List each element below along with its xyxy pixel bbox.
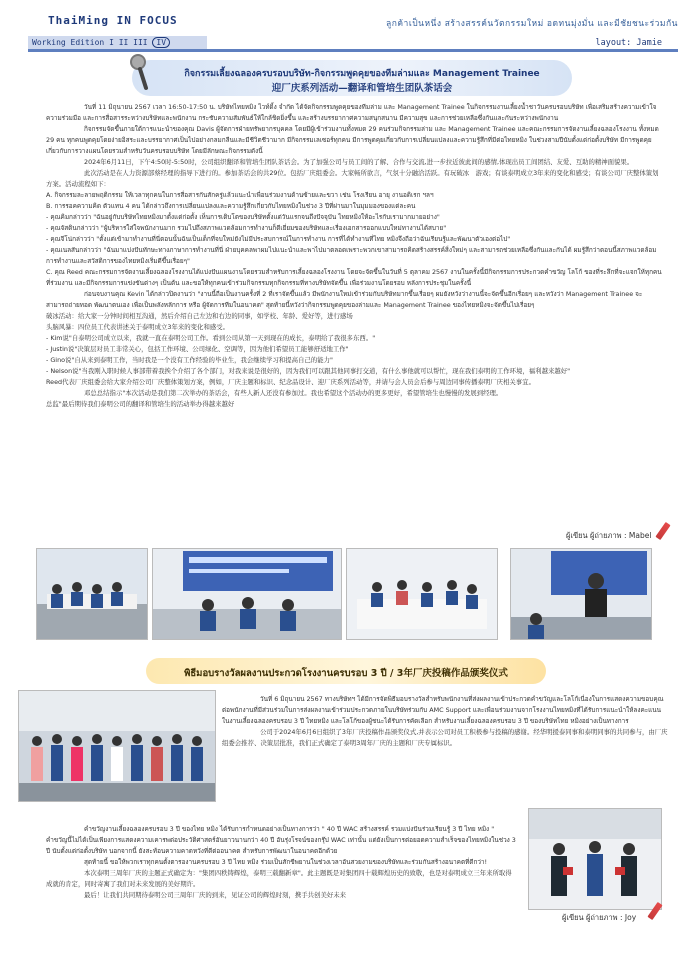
article1-paragraph: 此次活动是在人力资源部蔡经理的指导下进行的。参加茶话会的共29位。包括厂庆组委会。大家畅所欲言，气氛十分融洽活跃。有玩破冰 游戏；有谈泰明成立3年来的变化和感受；有谈公司厂庆整体策划方案。活动流程如下： [46, 169, 659, 188]
article2-title: พิธีมอบรางวัลผลงานประกวดโรงงานครบรอบ 3 ปี / 3年厂庆投稿作品颁奖仪式 [184, 668, 508, 679]
article2-paragraph: สุดท้ายนี้ ขอให้พวกเราทุกคนตั้งตารองานครบรอบ 3 ปี ไทย หมิง ร่วมเป็นสักขีพยานในช่วงเวลาอันสวยงามของบริษัทและร่วมกันสร้างอนาคตที่ดีกว่า! [84, 858, 488, 866]
article1-body [46, 102, 664, 410]
article1-item: C. คุณ Reed คณะกรรมการจัดงานเลี้ยงฉลองโรงงานได้แบ่งปันแผนงานโดยรวมสำหรับการเลี้ยงฉลองโรงงาน โดยจะจัดขึ้นในวันที่ 5 ตุลาคม 2567 งานในครั้งนี้มีกิจกรรมการประกวดคำขวัญ โลโก้ ของที่ระลึกที่จะแจกให้ทุกคนที่ร่วมงาน และมีกิจกรรมการแข่งขันต่างๆ เป็นต้น และขอให้ทุกคนเข้าร่วมกิจกรรมทุกกิจกรรมที่ทางบริษัทจัดขึ้น เพื่อร่วมงานโดยรอบ หลังการประชุมในครั้งนี้ [46, 268, 662, 287]
article2-intro [222, 694, 668, 749]
article1-item: B. การรอคความคิด ตัวแทน 4 คน ได้กล่าวถึงการเปลี่ยนแปลงและความรู้สึกเกี่ยวกับไทยหมิงในช่วง 3 ปีที่ผ่านมาในมุมมองของแต่ละคน [46, 202, 416, 210]
brand-title: ThaiMing IN FOCUS [48, 14, 178, 27]
article1-quote: - Justin说"决策层对员工非常关心，包括工作环境、公司绿化、空调等，因为他们希望员工能够舒适地工作" [46, 345, 349, 353]
photo-group-table [346, 548, 498, 640]
article1-author: ผู้เขียน ผู้ถ่ายภาพ : Mabel [566, 531, 652, 540]
article2-banner [146, 658, 546, 684]
article2-body [46, 824, 516, 901]
microphone-icon [126, 52, 154, 92]
article1-title-th: กิจกรรมเลี้ยงฉลองครบรอบบริษัท-กิจกรรมพูดคุยของทีมล่ามและ Management Trainee [184, 69, 540, 79]
article1-paragraph: Reed代表厂庆组委会给大家介绍公司厂庆整体策划方案，例如，厂庆主题和标识、纪念品设计、迎厂庆系列活动等，并请与会人员会后参与周边同事传播泰明厂庆相关事宜。 [46, 378, 535, 386]
article1-quote: - คุณคิมกล่าวว่า "ฉันอยู่กับบริษัทไทยหมิงมาตั้งแต่ก่อตั้ง เห็นการเติบโตของบริษัทตั้งแต่วันแรกจนถึงปัจจุบัน ไทยหมิงให้อะไรกับเรามากมายอย่าง" [46, 213, 440, 221]
article2-paragraph: คำขวัญงานเลี้ยงฉลองครบรอบ 3 ปี ของไทย หมิง ได้รับการกำหนดอย่างเป็นทางการว่า " 40 ปี WAC สร้างสรรค์ รวมแบ่งปันร่วมเรียนรู้ 3 ปี ไทย หมิง " คำขวัญนี้ไม่ได้เป็นเพียงการแสดงความเคารพต่อประวัติศาสตร์อันยาวนานกว่า 40 ปี อันรุ่งโรจน์ของกรุ๊ป WAC เท่านั้น แต่ยังเป็นการต่อยอดความสำเร็จของไทยหมิงในช่วง 3 ปี นับตั้งแต่ก่อตั้งบริษัท นอกจากนี้ ยังสะท้อนความคาดหวังที่ดีต่ออนาคต สำหรับการพัฒนาในอนาคตอีกด้วย [46, 825, 516, 855]
article2-author: ผู้เขียน ผู้ถ่ายภาพ : Joy [562, 913, 637, 922]
photo-award-recipients [528, 808, 662, 910]
photo-speaker [510, 548, 652, 640]
layout-credit: layout: Jamie [595, 38, 662, 48]
article1-paragraph: 邓总总结指示"本次活动是我们第二次举办的茶话会，有些人新人还没有参加过。我也希望这个活动办的更多更好，希望管培生也慢慢的发展到经理。 [84, 389, 503, 397]
article2-paragraph: 最后！让我们共同期待泰明公司三周年厂庆的到来，见证公司的辉煌时刻，携手共创美好未来 [84, 891, 347, 899]
article1-paragraph: 2024年6月11日，下午4:50时-5:50时，公司组织翻译和管培生团队茶话会。为了加强公司与员工间的了解、合作与交流,进一步拉近彼此间的感情,体现出员工间团结、友爱、互助的精神面貌果。 [84, 158, 634, 166]
edition-bar [28, 36, 207, 49]
article2-paragraph: 本次泰明三周年厂庆的主题正式确定为："集团四秩铸辉煌，泰明三载翻新章"。此主题既是对集团四十载辉煌历史的致敬，也是对泰明成立三年来所取得成就的肯定，同时寄寓了我们对未来发展的美好期许。 [46, 869, 512, 888]
article1-quote: - คุณเนลสันกล่าวว่า "ฉันมาแบ่งปันทักษะทางภาษาการทำงานที่นี่ ฝ่ายบุคคลพาผมไปแนะนำและพาไปมาตลอดเพราะพวกเขาสามารถคิดสร้างสรรค์สิ่งใหม่ๆ และสามารถช่วยเหลือซึ่งกันและกันได้ ผมรู้สึกว่าตอนนี้สภาพแวดล้อมการทำงานและสวัสดิการของไทยหมิงเริ่มดีขึ้นเรื่อยๆ" [46, 246, 657, 265]
article1-paragraph: กิจกรรมจัดขึ้นภายใต้การแนะนำของคุณ Davis ผู้จัดการฝ่ายทรัพยากรบุคคล โดยมีผู้เข้าร่วมงานทั้งหมด 29 คนร่วมกิจกรรมล่าม และ Management Trainee และคณะกรรมการจัดงานเลี้ยงฉลองโรงงาน ทั้งหมด 29 คน ทุกคนพูดคุยโดยง่ายอิสระและบรรยากาศเป็นไปอย่างกลมกลืนและมีชีวิตชีวามาก มีกิจกรรมเลเซอร์ทุกคน มีการพูดคุยเกี่ยวกับการเปลี่ยนแปลงและความรู้สึกที่มีต่อไทยหมิง ในช่วงสามปีนับตั้งแต่ก่อตั้งบริษัท มีการพูดคุยเกี่ยวกับการวางแผนโดยรวมสำหรับวันครบรอบบริษัท โดยมีลักษณะกิจกรรมดังนี้ [46, 125, 659, 155]
article1-title-cn: 迎厂庆系列活动—翻译和管培生团队茶话会 [271, 83, 453, 94]
article1-quote: - Kim说"自泰明公司成立以来，我就一直在泰明公司工作。看到公司从第一天到现在的成长，泰明给了我很多东西。" [46, 334, 376, 342]
article1-quote: - คุณจีโน่กล่าวว่า "ตั้งแต่เข้ามาทำงานที่นี่ตอนนั้นฉันเป็นเด็กที่จบใหม่ยังไม่มีประสบการณ์ในการทำงาน การที่ได้ทำงานที่ไทย หมิงจึงถือว่าฉันเรียนรู้และพัฒนาตัวเองต่อไป" [46, 235, 511, 243]
article1-paragraph: ก่อนจบงานคุณ Kevin ได้กล่าวปิดงานว่า "งานนี้ถือเป็นงานครั้งที่ 2 ที่เราจัดขึ้นแล้ว มีพนักงานใหม่เข้าร่วมกับบริษัทมากขึ้นเรื่อยๆ ผมยังหวังว่างานนี้จะจัดขึ้นอีกเรื่อยๆ และหวังว่า Management Trainee จะสามารถถ่ายทอด พัฒนาตนเอง เพื่อเป็นพลังหลักการ หรือ ผู้จัดการทีมในอนาคต" สุดท้ายนี้หวังว่ากิจกรรมพูดคุยของล่ามและ Management Trainee ของไทยหมิงจะจัดขึ้นไปเรื่อยๆ [46, 290, 643, 309]
article1-paragraph: วันที่ 11 มิถุนายน 2567 เวลา 16:50-17:50 น. บริษัทไทยหมิง ไวท์ดิ้ง จำกัด ได้จัดกิจกรรมพูดคุยของทีมล่าม และ Management Trainee ในกิจกรรมงานเลี้ยงน้ำชาวันครบรอบบริษัท เพื่อเสริมสร้างความเข้าใจ ความร่วมมือ และการสื่อสารระหว่างบริษัทและพนักงาน กระชับความสัมพันธ์ให้ใกล้ชิดยิ่งขึ้น และสร้างบรรยากาศความสนุกสนาน มีความสุข และการช่วยเหลือซึ่งกันและกันระหว่างพนักงาน [46, 103, 657, 122]
edition-current: IV [152, 37, 170, 48]
article1-quote: - คุณจัสตินกล่าวว่า "ผู้บริหารใส่ใจพนักงานมาก รวมไปถึงสภาพแวดล้อมการทำงานก็ดีเยี่ยมของบริษัทและเรื่องเอกสารออกแบบใหม่ทางานได้สบาย" [46, 224, 447, 232]
article1-banner [132, 60, 572, 96]
article1-paragraph: 头脑风暴：四位员工代表讲述关于泰明成立3年来的变化和感受。 [46, 323, 230, 331]
article1-quote: - Gino说"自从来到泰明工作，当时我是一个没有工作经验的毕业生，我会继续学习和提高自己的能力" [46, 356, 333, 364]
article1-item: A. กิจกรรมละลายพฤติกรรม ให้เวลาทุกคนในการสื่อสารกันสักครู่แล้วแนะนำเพื่อนร่วมงานด้านซ้ายและขวา เช่น โรงเรียน อายุ งานอดิเรก ฯลฯ [46, 191, 434, 199]
edition-label: Working Edition I II III [32, 38, 148, 47]
pen-icon [655, 522, 670, 540]
article2-paragraph: 公司于2024年6月6日组织了3年厂庆投稿作品颁奖仪式,并表示公司对员工积极参与投稿的感谢。经华明援泰同事和泰明同事的共同参与，由厂庆组委会推荐、决策层批准，我们正式确定了泰明3周年厂庆的主题和厂庆专属标识。 [222, 728, 668, 747]
article2-paragraph: วันที่ 6 มิถุนายน 2567 ทางบริษัทฯ ได้มีการจัดพิธีมอบรางวัลสำหรับพนักงานที่ส่งผลงานเข้าประกวดคำขวัญและโลโก้เนื่องในการแสดงความขอบคุณต่อพนักงานที่มีส่วนร่วมในการส่งผลงานเข้าร่วมประกวดภายในบริษัทร่วมกับ AMC Support และเพื่อนร่วมงานจากโรงงานไทยหมิงที่ได้รับการแนะนำให้ลงคะแนนในงานเลี้ยงฉลองครบรอบ 3 ปี ไทยหมิง และโลโก้ของผู้ชนะได้รับการคัดเลือก สำหรับงานเลี้ยงฉลองครบรอบ 3 ปี ของบริษัทไทย หมิงอย่างเป็นทางการ [222, 695, 664, 725]
article1-paragraph: 破冰活动：给大家一分钟时间相互沟通，然后介绍自己左边和右边的同事，如学校、年龄、爱好等，进行感场 [46, 312, 353, 320]
page-header [28, 14, 678, 50]
article1-paragraph: 总监"最后期待我们泰明公司的翻译和管培生的活动举办得越来越好 [46, 400, 235, 408]
article1-quote: - Nelson说"当我刚入职时候人事部带着我挨个介绍了各个部门，对我来说是很好的，因为我们可以跟其他同事打交道，有什么事他就可以帮忙，现在我们泰明的工作环境，福利越来越好" [46, 367, 571, 375]
photo-award-group [18, 690, 216, 802]
photo-meeting-room [36, 548, 148, 640]
photo-presentation-screen [152, 548, 342, 640]
company-slogan: ลูกค้าเป็นหนึ่ง สร้างสรรค์นวัตกรรมใหม่ อดทนมุ่งมั่น และมีชัยชนะร่วมกัน [386, 19, 678, 29]
